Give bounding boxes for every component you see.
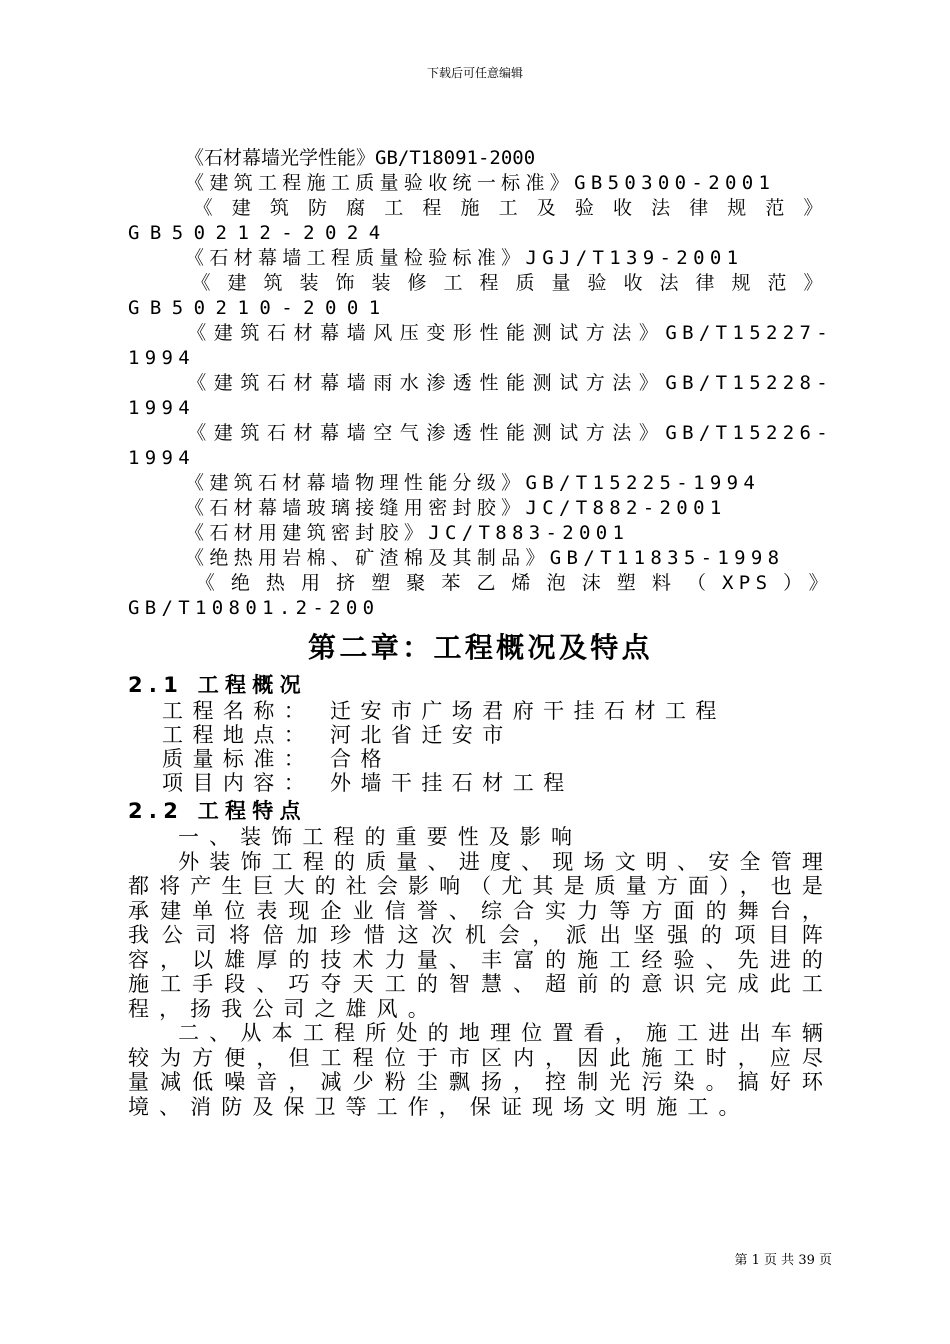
section-heading-overview: 2.1 工程概况 <box>128 673 307 697</box>
reference-item: 《石材用建筑密封胶》JC/T883-2001 <box>185 522 630 544</box>
chapter-title: 第二章：工程概况及特点 <box>308 631 653 664</box>
reference-item: 《建筑石材幕墙雨水渗透性能测试方法》GB/T15228-1994 <box>128 372 833 419</box>
info-row: 项目内容： 外墙干挂石材工程 <box>162 771 574 795</box>
reference-item: 《建筑石材幕墙空气渗透性能测试方法》GB/T15226-1994 <box>128 422 833 469</box>
project-info <box>128 699 833 795</box>
reference-item: 《建筑防腐工程施工及验收法律规范》GB50212-2024 <box>128 197 833 244</box>
paragraph-importance: 外装饰工程的质量、进度、现场文明、安全管理都将产生巨大的社会影响（尤其是质量方面），也是承建单位表现企业信誉、综合实力等方面的舞台，我公司将倍加珍惜这次机会，派出坚强的项目阵容，以雄厚的技术力量、丰富的施工经验、先进的施工手段、巧夺天工的智慧、超前的意识完成此工程，扬我公司之雄风。 <box>128 849 833 1021</box>
reference-item: 《建筑石材幕墙风压变形性能测试方法》GB/T15227-1994 <box>128 322 833 369</box>
reference-item: 《建筑工程施工质量验收统一标准》GB50300-2001 <box>185 172 776 194</box>
reference-item: 《石材幕墙光学性能》GB/T18091-2000 <box>185 147 536 169</box>
reference-item: 《石材幕墙玻璃接缝用密封胶》JC/T882-2001 <box>185 497 727 519</box>
section-heading-features: 2.2 工程特点 <box>128 799 307 823</box>
paragraph-location: 二、从本工程所处的地理位置看，施工进出车辆较为方便，但工程位于市区内，因此施工时，应尽量减低噪音，减少粉尘飘扬，控制光污染。搞好环境、消防及保卫等工作，保证现场文明施工。 <box>128 1021 833 1119</box>
page-number: 第 1 页 共 39 页 <box>734 1253 832 1268</box>
reference-list <box>128 146 833 621</box>
reference-item: 《绝热用岩棉、矿渣棉及其制品》GB/T11835-1998 <box>185 547 785 569</box>
reference-item: 《建筑石材幕墙物理性能分级》GB/T15225-1994 <box>185 472 761 494</box>
subheading-importance: 一、装饰工程的重要性及影响 <box>178 825 583 849</box>
reference-item: 《建筑装饰装修工程质量验收法律规范》GB50210-2001 <box>128 272 833 319</box>
reference-item: 《石材幕墙工程质量检验标准》JGJ/T139-2001 <box>185 247 744 269</box>
info-row: 工程名称： 迁安市广场君府干挂石材工程 <box>162 699 726 723</box>
info-row: 质量标准： 合格 <box>162 747 391 771</box>
document-body <box>128 146 833 1119</box>
info-row: 工程地点： 河北省迁安市 <box>162 723 513 747</box>
reference-item: 《绝热用挤塑聚苯乙烯泡沫塑料（XPS）》GB/T10801.2-200 <box>128 572 833 619</box>
page-header: 下载后可任意编辑 <box>426 66 523 80</box>
